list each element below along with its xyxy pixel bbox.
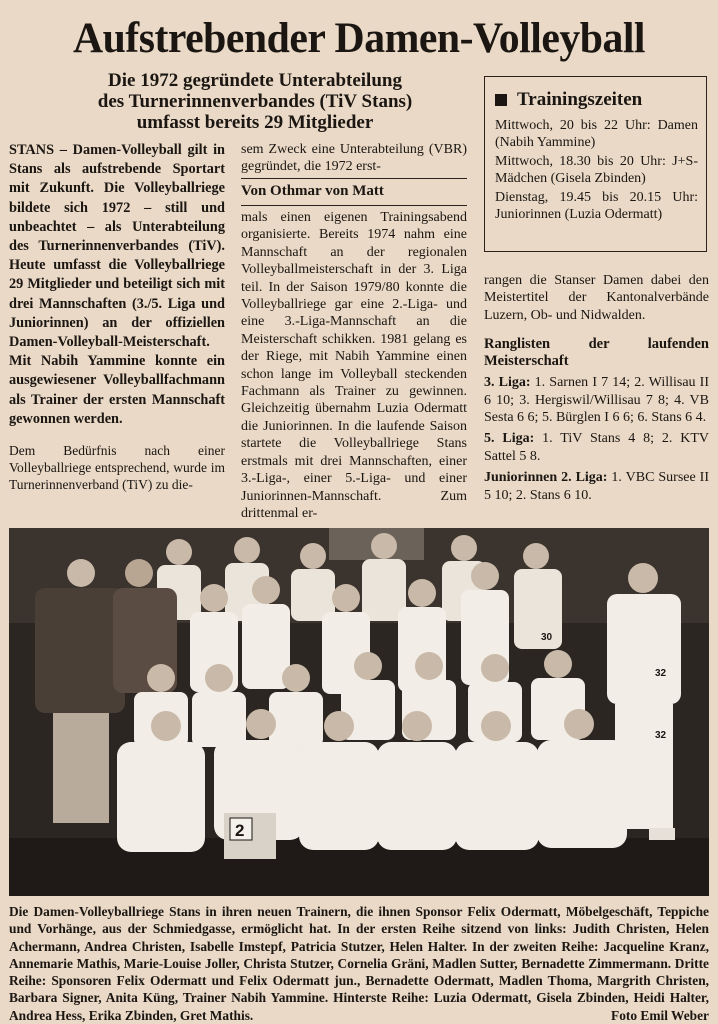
league-results: 1. Sarnen I 7 14; 2. Willisau II 6 10; 3. Hergiswil/Willisau 7 8; 4. VB Sesta 6 6; 5. Bürglen I 6 6; 6. Stans 6 4.	[484, 375, 710, 426]
person-head	[332, 584, 360, 612]
person-head	[523, 543, 549, 569]
ranking-entry	[484, 430, 709, 465]
training-title-text: Trainingszeiten	[517, 89, 643, 110]
ranking-entry	[484, 374, 709, 426]
ranking-entry	[484, 469, 709, 504]
league-label: 3. Liga:	[484, 375, 531, 391]
person-head	[408, 579, 436, 607]
article-column-2: mals einen eigenen Trainingsabend organisierte. Bereits 1974 nahm eine Mannschaft an der regionalen Volleyballmeisterschaft in der 3. Liga teil. In der Saison 1979/80 konnte die Volleyballriege gar eine 2.-Liga- und eine 3.-Liga-Mannschaft an die Meisterschaft schikken. 1981 gelang es der Riege, mit Nabih Yammine einen schon lange im Volleyball steckenden Fachmann als Trainer zu gewinnen. Gleichzeitig übernahm Luzia Odermatt die Juniorinnen. In die laufende Saison startete die Volleyballriege Stans erstmals mit drei Mannschaften, einer 3.-Liga-, einer 5.-Liga- und einer Juniorinnen-Mannschaft. Zum drittenmal er-	[241, 210, 467, 521]
rankings-title: Ranglisten der laufenden Meisterschaft	[484, 336, 709, 370]
article-paragraph: Dem Bedürfnis nach einer Volleyballriege entsprechend, wurde im Turnerinnenverband (TiV) zu die-	[9, 443, 225, 492]
league-label: 5. Liga:	[484, 431, 535, 447]
person-head	[246, 709, 276, 739]
photo-caption	[9, 903, 709, 1024]
person-head	[481, 654, 509, 682]
person-head	[451, 535, 477, 561]
person-body	[398, 607, 446, 692]
person-body	[35, 588, 125, 713]
league-label: Juniorinnen 2. Liga:	[484, 470, 608, 486]
article-paragraph: rangen die Stanser Damen dabei den Meistertitel der Kantonalverbände Luzern, Ob- und Nidwalden.	[484, 273, 709, 323]
person-body	[537, 740, 627, 848]
subhead-line: des Turnerinnenverbandes (TiV Stans)	[97, 91, 413, 112]
person-body	[514, 569, 562, 649]
jersey-number: 30	[541, 632, 553, 643]
training-entry: Mittwoch, 20 bis 22 Uhr: Damen (Nabih Yammine)	[495, 118, 698, 150]
training-title	[495, 89, 698, 111]
jersey-number: 32	[655, 730, 667, 741]
subheadline	[40, 70, 470, 133]
person-head	[166, 539, 192, 565]
person-body	[192, 692, 246, 747]
caption-text: Die Damen-Volleyballriege Stans in ihren neuen Trainern, die ihnen Sponsor Felix Odermatt, Möbelgeschäft, Teppiche und Vorhänge, aus der Schmiedgasse, ermöglicht hat. In der ersten Reihe sitzend von links: Judith Christen, Helen Achermann, Andrea Christen, Isabelle Imstepf, Patricia Stutzer, Helen Halter. In der zweiten Reihe: Jacqueline Kranz, Annemarie Mathis, Marie-Louise Joller, Christa Stutzer, Cornelia Gräni, Madlen Sutter, Bernadette Zimmermann. Dritte Reihe: Sponsoren Felix Odermatt und Felix Odermatt jun., Bernadette Odermatt, Madlen Thoma, Margrith Christen, Barbara Signer, Anita Küng, Trainer Nabih Yammine. Hinterste Reihe: Luzia Odermatt, Gisela Zbinden, Heidi Halter, Andrea Hess, Erika Zbinden, Gret Mathis.	[9, 904, 709, 1023]
person-head	[544, 650, 572, 678]
jersey-number: 32	[655, 668, 667, 679]
person-head	[147, 664, 175, 692]
person-head	[402, 711, 432, 741]
article-column-2-top: sem Zweck eine Unterabteilung (VBR) gegründet, die 1972 erst-	[241, 142, 467, 175]
team-photo	[9, 528, 709, 896]
person-body	[299, 742, 379, 850]
person-body	[117, 742, 205, 852]
person-head	[628, 563, 658, 593]
article-lead: STANS – Damen-Volleyball gilt in Stans als aufstrebende Sportart mit Zukunft. Die Volleyballriege bildete sich 1972 – still und unbeachtet – als Unterabteilung des Turnerinnenverbandes (TiV). Heute umfasst die Volleyballriege 29 Mitglieder und beteiligt sich mit drei Mannschaften (3./5. Liga und Juniorinnen) an der offiziellen Damen-Volleyball-Meisterschaft. Mit Nabih Yammine konnte ein ausgewiesener Volleyballfachmann als Trainer der ersten Mannschaft gewonnen werden.	[9, 142, 225, 427]
person-head	[151, 711, 181, 741]
person-head	[354, 652, 382, 680]
person-body	[607, 594, 681, 704]
training-entry: Mittwoch, 18.30 bis 20 Uhr: J+S-Mädchen (Gisela Zbinden)	[495, 154, 698, 186]
byline: Von Othmar von Matt	[241, 178, 467, 206]
square-bullet-icon	[495, 94, 507, 106]
person-head	[371, 533, 397, 559]
person-head	[471, 562, 499, 590]
training-times-box	[484, 76, 707, 252]
league-results: 1. VBC Sursee II 5 10; 2. Stans 6 10.	[484, 470, 710, 503]
person-head	[415, 652, 443, 680]
training-entry: Dienstag, 19.45 bis 20.15 Uhr: Juniorinnen (Luzia Odermatt)	[495, 190, 698, 222]
subhead-line: umfasst bereits 29 Mitglieder	[136, 112, 374, 133]
person-body	[377, 742, 457, 850]
subhead-line: Die 1972 gegründete Unterabteilung	[108, 70, 402, 91]
person-legs	[53, 713, 109, 823]
photo-credit: Foto Emil Weber	[611, 1007, 709, 1023]
person-body	[269, 692, 323, 747]
person-head	[564, 709, 594, 739]
headline: Aufstrebender Damen-Volleyball	[72, 15, 646, 62]
person-head	[234, 537, 260, 563]
person-head	[252, 576, 280, 604]
person-head	[324, 711, 354, 741]
person-head	[125, 559, 153, 587]
article-column-1	[9, 141, 225, 493]
league-results: 1. TiV Stans 4 8; 2. KTV Sattel 5 8.	[484, 431, 710, 464]
person-head	[67, 559, 95, 587]
board-number: 2	[235, 821, 245, 840]
person-head	[200, 584, 228, 612]
person-shoe	[649, 828, 675, 840]
person-head	[205, 664, 233, 692]
article-column-3	[484, 272, 709, 508]
person-head	[481, 711, 511, 741]
person-head	[282, 664, 310, 692]
person-head	[300, 543, 326, 569]
person-body	[455, 742, 539, 850]
